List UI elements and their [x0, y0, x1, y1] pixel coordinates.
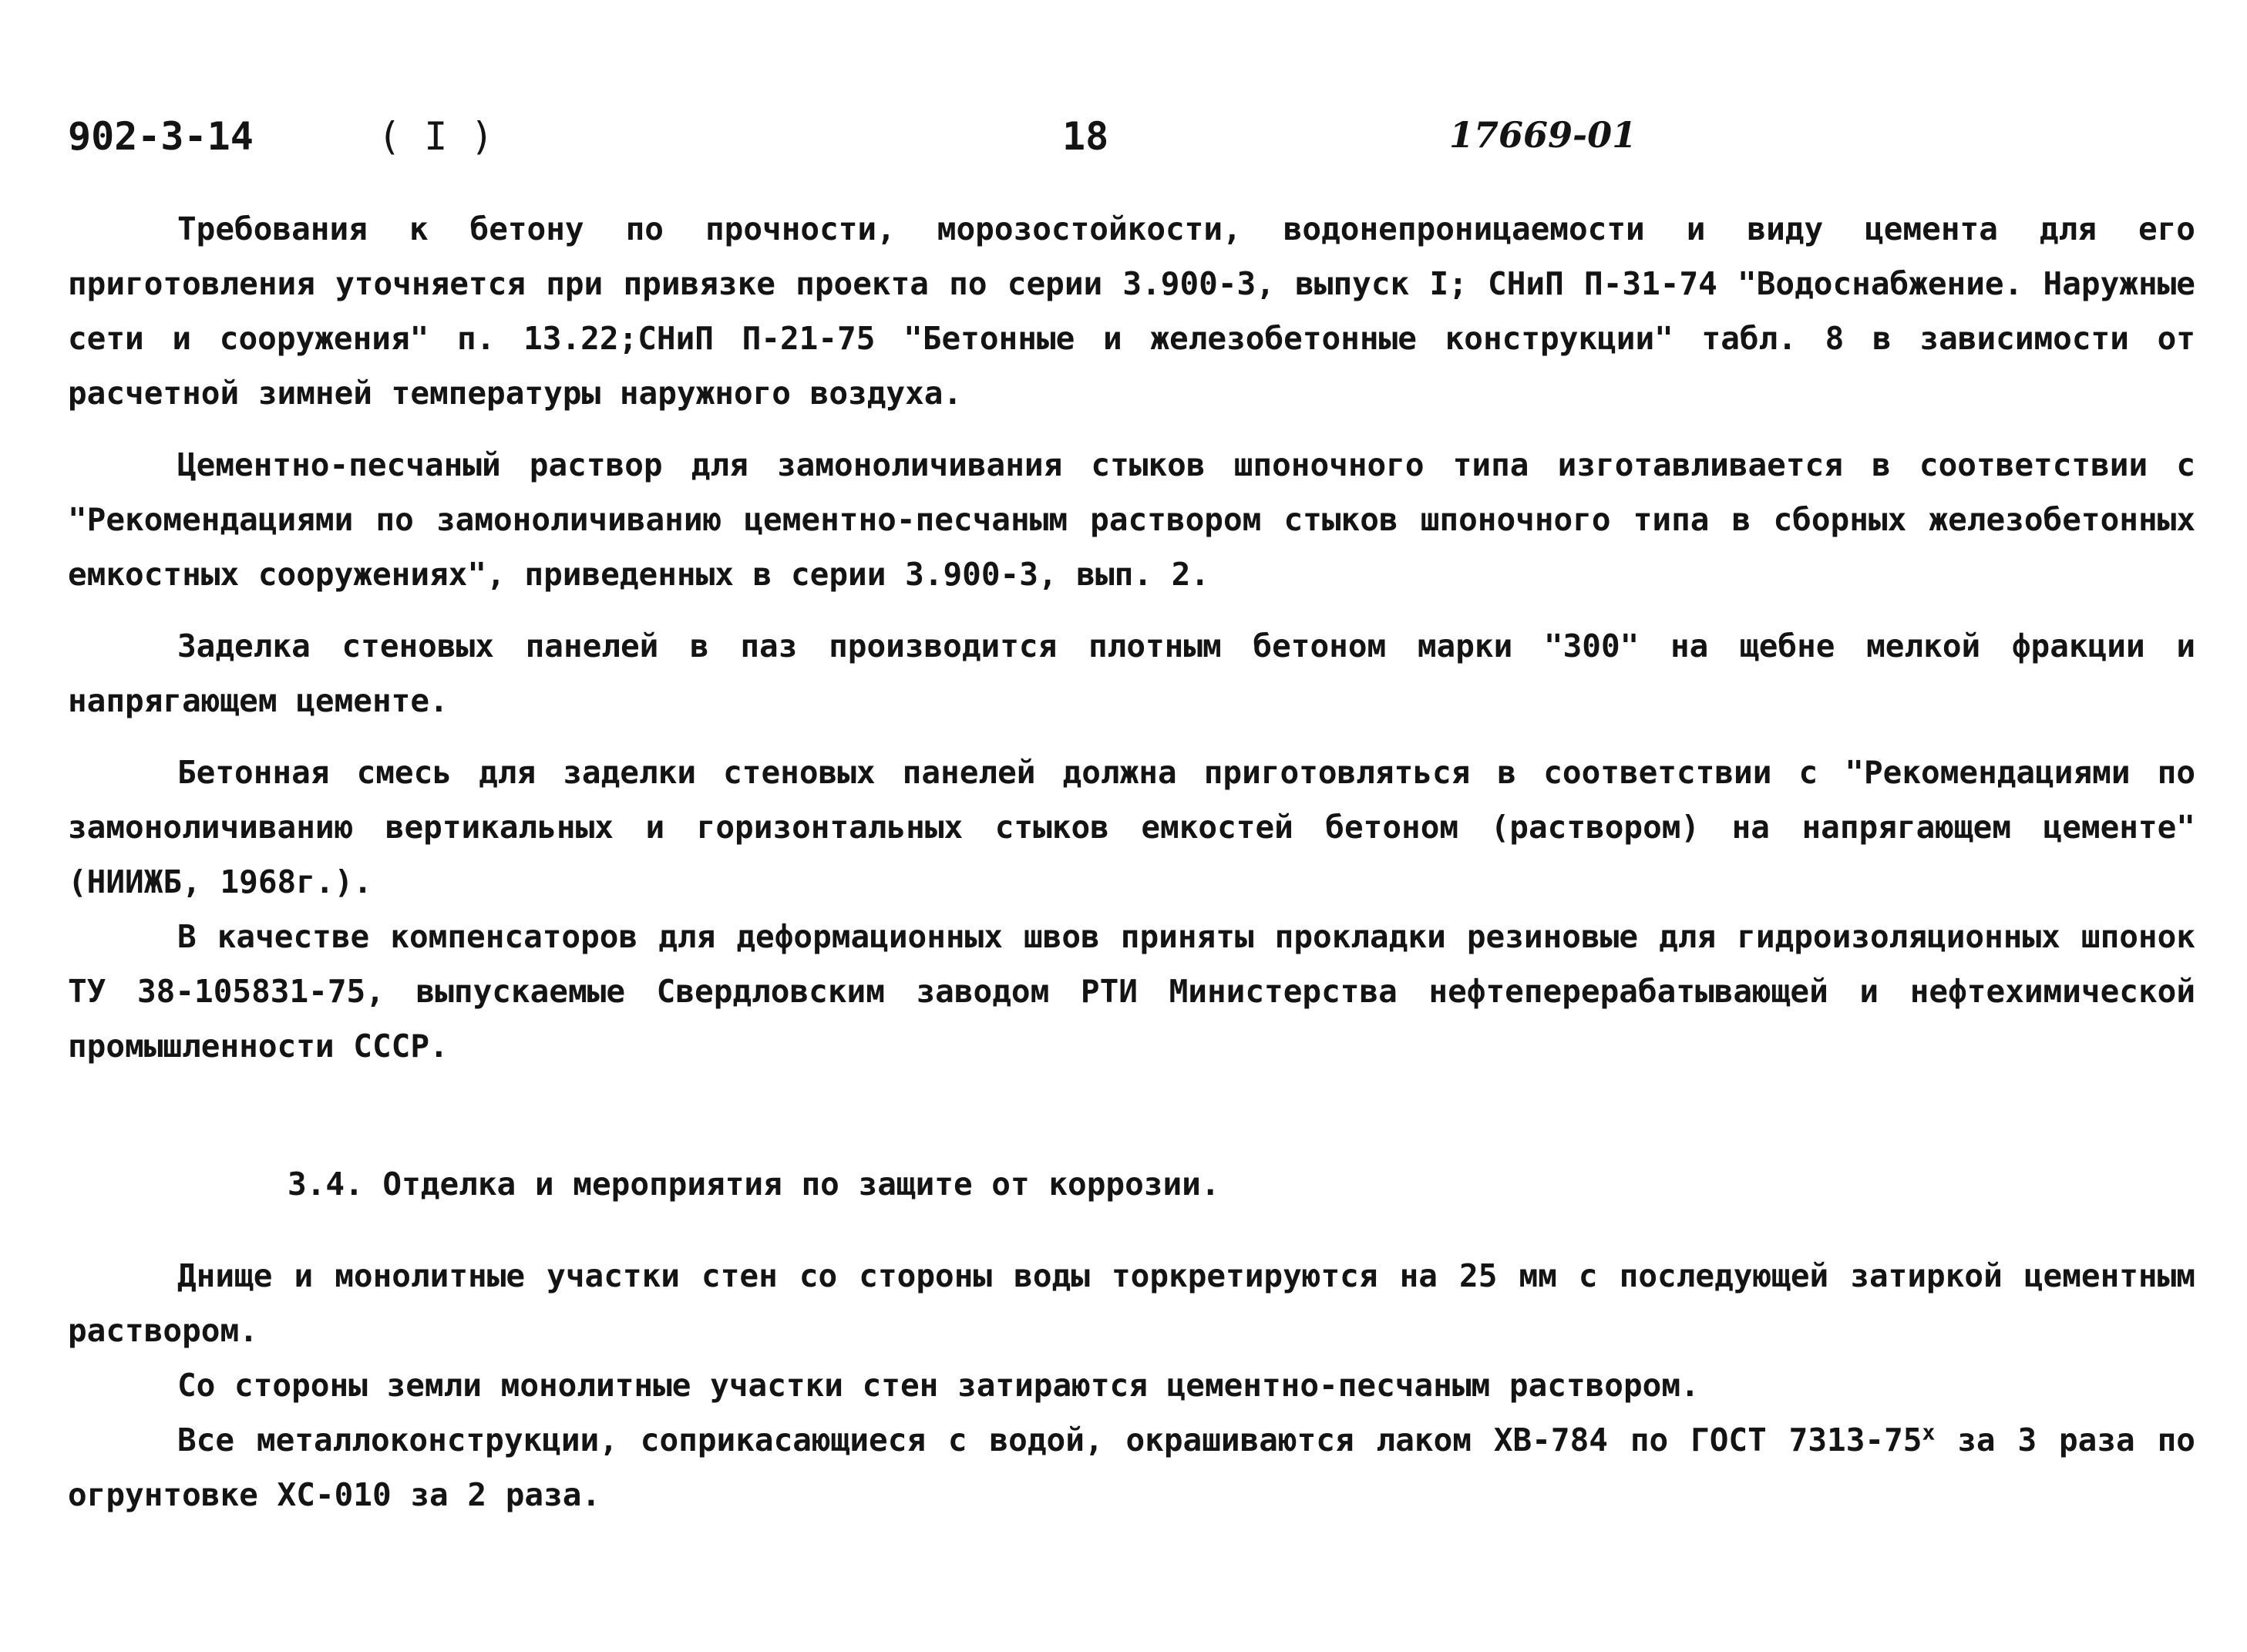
paragraph-concrete-mix: Бетонная смесь для заделки стеновых панелей должна приготовляться в соответствии с "Рекомендациями по замоноличиванию вертикальных и горизонтальных стыков емкостей бетоном (раствором) на напрягающем цементе" (НИИЖБ, 1968г.). [68, 754, 2195, 900]
paragraph-compensators: В качестве компенсаторов для деформационных швов приняты прокладки резиновые для гидроизоляционных шпонок ТУ 38-105831-75, выпускаемые Свердловским заводом РТИ Министерства нефтеперерабатывающей и нефтехимической промышленности СССР. [68, 918, 2195, 1065]
page-number: 18 [1062, 114, 1109, 159]
part-number: ( I ) [378, 114, 494, 159]
metal-coating-tail: за 3 раза по огрунтовке ХС-010 за 2 раза. [68, 1422, 2195, 1513]
document-number: 17669-01 [1449, 114, 1637, 156]
paragraph-concrete-requirements: Требования к бетону по прочности, морозостойкости, водонепроницаемости и виду цемента для его приготовления уточняется при привязке проекта по серии 3.900-3, выпуск I; СНиП П-31-74 "Водоснабжение. Наружные сети и сооружения" п. 13.22;СНиП П-21-75 "Бетонные и железобетонные конструкции" табл. 8 в зависимости от расчетной зимней температуры наружного воздуха. [68, 210, 2195, 412]
paragraph-ground-side: Со стороны земли монолитные участки стен затираются цементно-песчаным раствором. [177, 1367, 1700, 1404]
section-heading: 3.4. Отделка и мероприятия по защите от коррозии. [288, 1166, 1220, 1203]
document-body [68, 202, 2195, 1522]
project-code: 902-3-14 [68, 114, 254, 159]
page-header [0, 114, 2247, 168]
paragraph-metal-coating [68, 1413, 2195, 1522]
gost-superscript: х [1922, 1419, 1936, 1445]
metal-coating-text: Все металлоконструкции, соприкасающиеся с водой, окрашиваются лаком ХВ-784 по ГОСТ 7313-75 [177, 1422, 1922, 1459]
paragraph-shotcrete: Днище и монолитные участки стен со стороны воды торкретируются на 25 мм с последующей затиркой цементным раствором. [68, 1257, 2195, 1349]
paragraph-cement-mortar: Цементно-песчаный раствор для замоноличивания стыков шпоночного типа изготавливается в соответствии с "Рекомендациями по замоноличиванию цементно-песчаным раствором стыков шпоночного типа в сборных железобетонных емкостных сооружениях", приведенных в серии 3.900-3, вып. 2. [68, 446, 2195, 593]
paragraph-wall-panels-sealing: Заделка стеновых панелей в паз производится плотным бетоном марки "300" на щебне мелкой фракции и напрягающем цементе. [68, 627, 2195, 719]
